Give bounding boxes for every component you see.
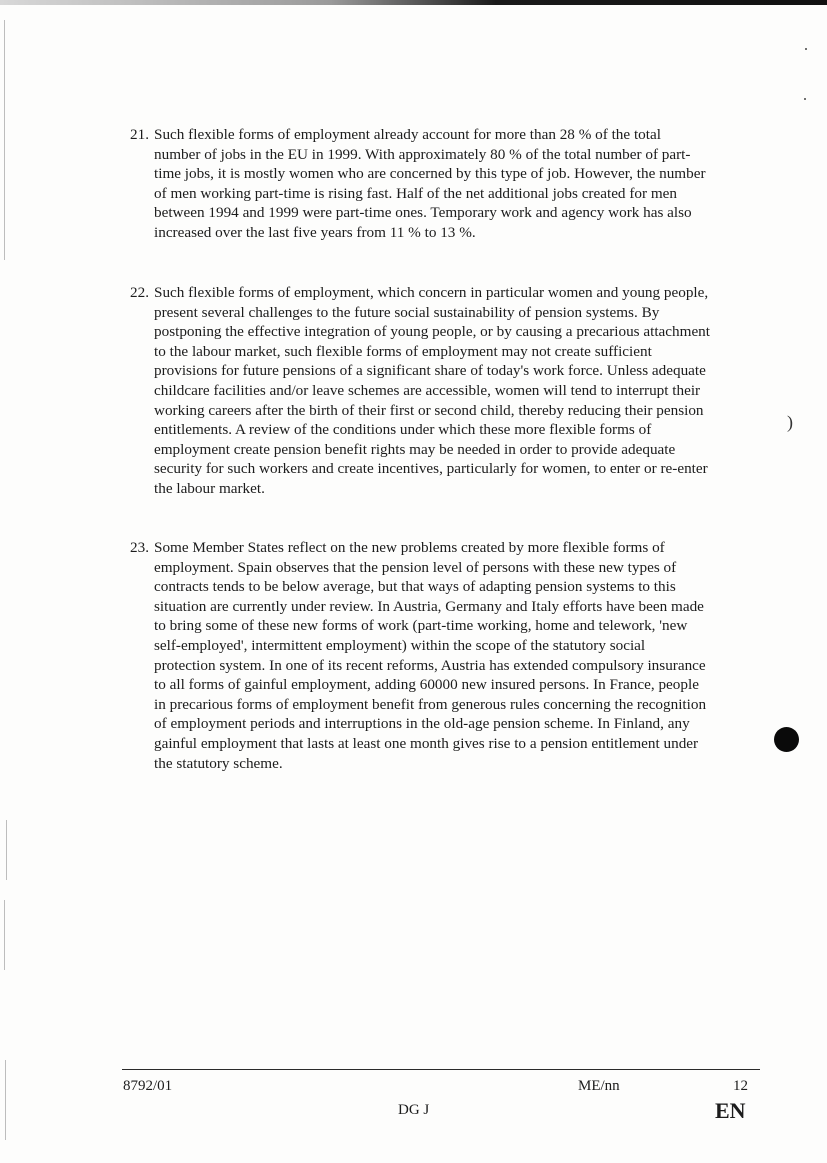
author-initials: ME/nn [578, 1078, 620, 1094]
paragraph-text: Such flexible forms of employment already account for more than 28 % of the total number of jobs in the EU in 1999. With approximately 80 % of the total number of part-time jobs, it is mostly women who are concerned by this type of job. However, the number of men working part-time is rising fast. Half of the net additional jobs created for men between 1994 and 1999 were part-time ones. Temporary work and agency work has also increased over the last five years from 11 % to 13 %. [154, 126, 706, 241]
page-number: 12 [733, 1078, 748, 1094]
punch-hole-mark [774, 727, 799, 752]
paragraph-text: Some Member States reflect on the new problems created by more flexible forms of employment. Spain observes that the pension level of persons with these new types of contracts tends to be below average, but that ways of adapting pension systems to this situation are currently under review. In Austria, Germany and Italy efforts have been made to bring some of these new forms of work (part-time working, home and telework, 'new self-employed', intermittent employment) within the scope of the statutory social protection system. In one of its recent reforms, Austria has extended compulsory insurance to all forms of gainful employment, adding 60000 new insured persons. In France, people in precarious forms of employment benefit from generous rules concerning the recognition of employment periods and interruptions in the old-age pension scheme. In Finland, any gainful employment that lasts at least one month gives rise to a pension entitlement under the statutory scheme. [154, 539, 707, 772]
document-reference: 8792/01 [123, 1078, 173, 1094]
paragraph-text: Such flexible forms of employment, which concern in particular women and young people, present several challenges to the future social sustainability of pension systems. By postponing the effective integration of young people, or by causing a precarious attachment to the labour market, such flexible forms of employment may not create sufficient provisions for future pensions of a significant share of today's work force. Unless adequate childcare facilities and/or leave schemes are accessible, women will tend to interrupt their working careers after the birth of their first or second child, thereby reducing their pension entitlements. A review of the conditions under which these more flexible forms of employment create pension benefit rights may be needed in order to provide adequate security for such workers and create incentives, particularly for women, to enter or re-enter the labour market. [154, 284, 710, 497]
margin-bracket-mark: ) [787, 412, 793, 432]
language-code: EN [715, 1098, 746, 1123]
scan-speck [805, 48, 807, 50]
paragraph-22 [130, 283, 710, 499]
paragraph-number: 21. [130, 126, 149, 143]
paragraph-number: 22. [130, 284, 149, 301]
paragraph-21 [130, 125, 710, 243]
scan-speck [804, 98, 806, 100]
scan-edge-line [4, 900, 5, 970]
footer-divider [122, 1069, 760, 1070]
scan-top-edge [0, 0, 827, 5]
paragraph-number: 23. [130, 539, 149, 556]
paragraph-23 [130, 538, 710, 773]
scan-edge-line [6, 820, 7, 880]
scan-edge-line [5, 1060, 6, 1140]
scan-edge-line [4, 20, 5, 260]
directorate-label: DG J [398, 1102, 430, 1118]
